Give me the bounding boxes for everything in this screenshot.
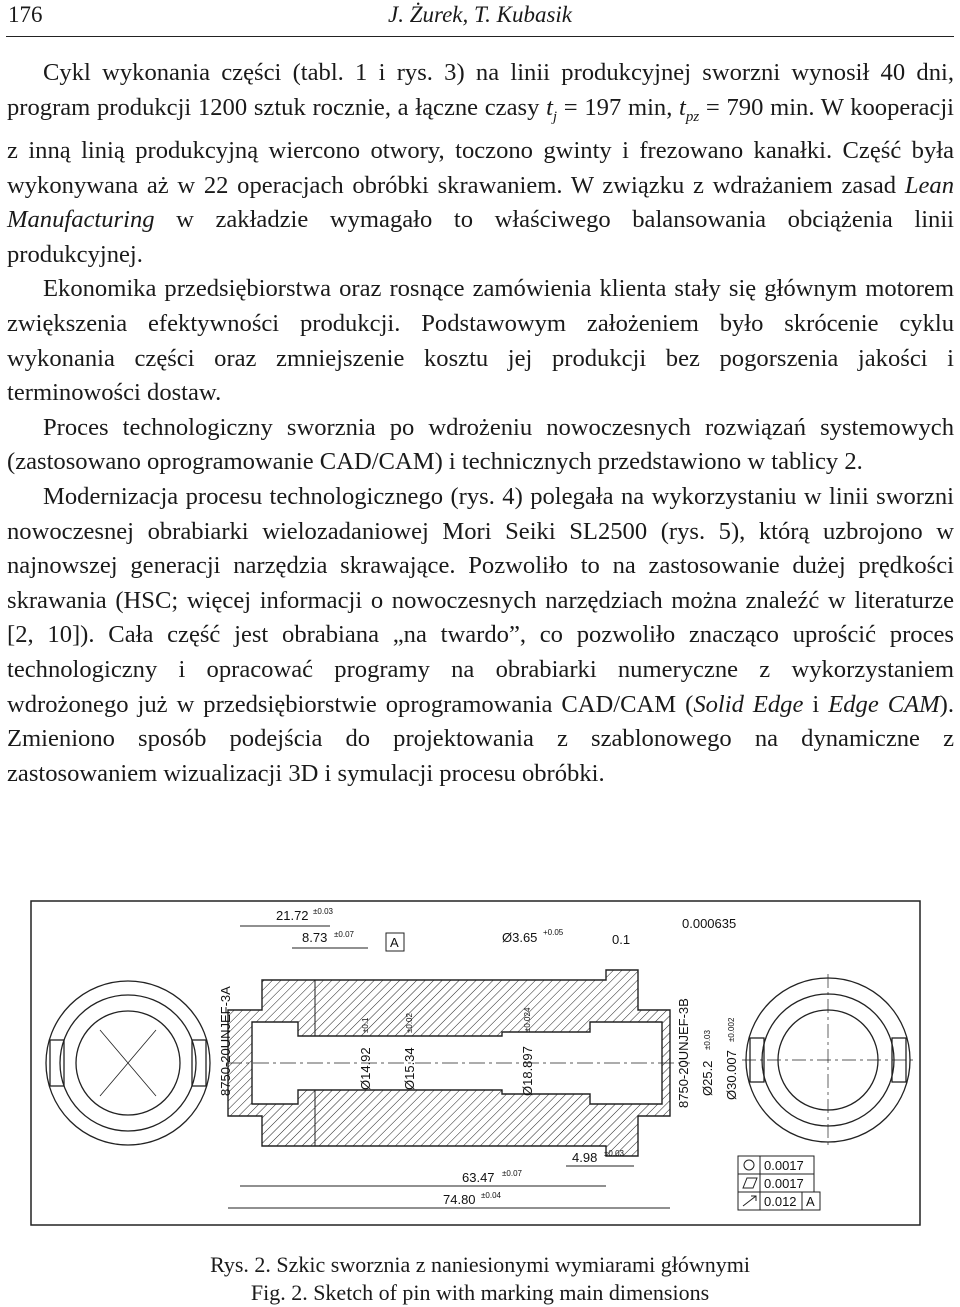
vdim-14-92-tol: ±0.1 <box>361 1017 370 1033</box>
feature-control-frames <box>738 1156 820 1210</box>
top-dimensions <box>240 907 736 951</box>
dim-21-72-tol: ±0.03 <box>313 907 333 916</box>
runout-arrow-icon <box>743 1196 756 1206</box>
vdim-14-92: Ø14.92 <box>358 1047 373 1090</box>
dim-4-98-tol: ±0.03 <box>604 1149 624 1158</box>
time-tj: $t_j$ <box>546 93 558 125</box>
running-title: J. Żurek, T. Kubasik <box>388 2 572 27</box>
figure-caption-polish: Rys. 2. Szkic sworznia z naniesionymi wymiarami głównymi <box>210 1252 750 1277</box>
vdim-30-007: Ø30.007 <box>724 1050 739 1100</box>
edge-cam-term: Edge CAM <box>828 690 940 718</box>
fcf-row1-value: 0.0017 <box>764 1158 804 1173</box>
dim-74-80-tol: ±0.04 <box>481 1191 501 1200</box>
dim-0-000635: 0.000635 <box>682 916 737 931</box>
time-tpz: $t_{pz}$ <box>679 93 700 125</box>
right-end-view <box>742 974 914 1146</box>
page-number: 176 <box>8 2 43 27</box>
dim-74-80: 74.80 <box>443 1192 476 1207</box>
figure-caption-english: Fig. 2. Sketch of pin with marking main dimensions <box>250 1280 710 1305</box>
lean-term: Lean Manufacturing <box>7 171 954 234</box>
dim-hole-tol: +0.05 <box>543 928 564 937</box>
dim-8-73-tol: ±0.07 <box>334 930 354 939</box>
vdim-18-897: Ø18.897 <box>520 1046 535 1096</box>
vdim-15-34: Ø15.34 <box>402 1047 417 1090</box>
cylindricity-icon <box>743 1178 757 1188</box>
paragraph-3: Proces technologiczny sworznia po wdrożeniu nowoczesnych rozwiązań systemowych (zastosowano oprogramowanie CAD/CAM) i technicznych przedstawiono w tablicy 2. <box>7 413 954 476</box>
pin-drawing <box>30 900 921 1226</box>
thread-3a: 8750-20UNJEF-3A <box>218 986 233 1096</box>
dim-hole: Ø3.65 <box>502 930 538 945</box>
left-end-view <box>46 981 210 1145</box>
dim-21-72: 21.72 <box>276 908 309 923</box>
section-view <box>226 970 690 1156</box>
dim-0-1: 0.1 <box>612 932 631 947</box>
vdim-15-34-tol: ±0.02 <box>405 1013 414 1033</box>
vdim-25-2-tol: ±0.03 <box>703 1030 712 1050</box>
dim-63-47: 63.47 <box>462 1170 495 1185</box>
circularity-icon <box>744 1160 754 1170</box>
fcf-row3-datum: A <box>806 1194 815 1209</box>
bottom-dimensions <box>228 1149 670 1208</box>
vdim-30-007-tol: ±0.002 <box>727 1017 736 1042</box>
pin-drawing-figure <box>30 900 921 1226</box>
paragraph-1: Cykl wykonania części (tabl. 1 i rys. 3) na linii produkcyjnej sworzni wynosił 40 dni, program produkcji 1200 sztuk rocznie, a łączne czasy $t_j = 197$ min, $t_{pz} = 790$ min. W kooperacji z inną linią produkcyjną wiercono otwory, toczono gwinty i frezowano kanałki. Część była wykonywana aż w 22 operacjach obróbki skrawaniem. W związku z wdrażaniem zasad Lean Manufacturing w zakładzie wymagało to właściwego balansowania obciążenia linii produkcyjnej. <box>7 59 954 268</box>
paragraph-2: Ekonomika przedsiębiorstwa oraz rosnące zamówienia klienta stały się głównym motorem zwiększenia efektywności produkcji. Podstawowym założeniem było skrócenie cyklu wykonania części oraz zmniejszenie kosztu jej produkcji bez pogorszenia jakości i terminowości dostaw. <box>7 275 954 407</box>
vdim-25-2: Ø25.2 <box>700 1060 715 1096</box>
paragraph-4: Modernizacja procesu technologicznego (rys. 4) polegała na wykorzystaniu w linii sworzni nowoczesnej obrabiarki wielozadaniowej Mori Seiki SL2500 (rys. 5), którą uzbrojono w najnowszej generacji narzędzia skrawające. Pozwoliło to na zastosowanie dużej prędkości skrawania (HSC; więcej informacji o nowoczesnych narzędziach można znaleźć w literaturze [2, 10]). Cała część jest obrabiana „na twardo”, co pozwoliło znacząco uprościć proces technologiczny i opracować programy na obrabiarki numeryczne z wykorzystaniem wdrożonego już w przedsiębiorstwie oprogramowania CAD/CAM (Solid Edge i Edge CAM). Zmieniono sposób podejścia do projektowania z szablonowego na dynamiczne z zastosowaniem wizualizacji 3D i symulacji procesu obróbki. <box>7 483 954 787</box>
solid-edge-term: Solid Edge <box>693 690 804 718</box>
fcf-row2-value: 0.0017 <box>764 1176 804 1191</box>
thread-3b: 8750-20UNJEF-3B <box>676 998 691 1108</box>
body-text <box>7 56 954 791</box>
vdim-18-897-tol: ±0.024 <box>523 1007 532 1032</box>
page-header <box>6 0 954 37</box>
dim-8-73: 8.73 <box>302 930 328 945</box>
datum-a: A <box>390 935 399 950</box>
fcf-row3-value: 0.012 <box>764 1194 797 1209</box>
dim-4-98: 4.98 <box>572 1150 598 1165</box>
dim-63-47-tol: ±0.07 <box>502 1169 522 1178</box>
